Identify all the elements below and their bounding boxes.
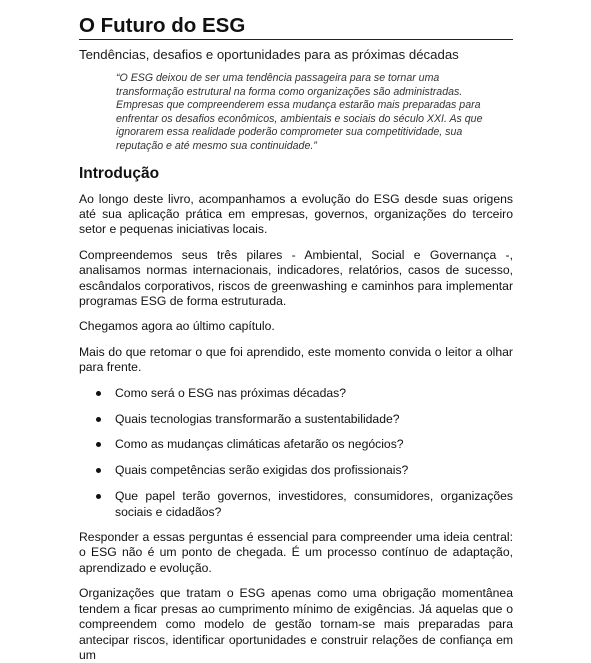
- chapter-subtitle: Tendências, desafios e oportunidades para as próximas décadas: [79, 47, 459, 62]
- paragraph: Mais do que retomar o que foi aprendido, este momento convida o leitor a olhar para frente.: [79, 344, 513, 375]
- paragraph: Ao longo deste livro, acompanhamos a evolução do ESG desde suas origens até sua aplicação prática em empresas, governos, organizações do terceiro setor e pequenas iniciativas locais.: [79, 191, 513, 237]
- list-item: [96, 437, 513, 452]
- list-item-text: Como será o ESG nas próximas décadas?: [115, 385, 346, 400]
- list-item-text: Quais tecnologias transformarão a sustentabilidade?: [115, 411, 400, 426]
- bullet-icon: [96, 468, 101, 473]
- list-item: [96, 463, 513, 478]
- list-item: [96, 386, 513, 401]
- section-heading: Introdução: [79, 164, 160, 182]
- paragraph: Organizações que tratam o ESG apenas como uma obrigação momentânea tendem a ficar presas ao cumprimento mínimo de exigências. Já aquelas que o compreendem como modelo de gestão tornam-se mais preparadas para antecipar riscos, identificar oportunidades e construir relações de confiança em um: [79, 586, 513, 662]
- list-item-text: Que papel terão governos, investidores, consumidores, organizações sociais e cidadãos?: [115, 489, 513, 519]
- paragraph: Chegamos agora ao último capítulo.: [79, 319, 275, 334]
- list-item: [96, 489, 513, 520]
- list-item-text: Quais competências serão exigidas dos profissionais?: [115, 463, 409, 478]
- list-item-text: Como as mudanças climáticas afetarão os negócios?: [115, 437, 404, 452]
- bullet-icon: [96, 417, 101, 422]
- chapter-title: O Futuro do ESG: [79, 14, 513, 40]
- document-page: [79, 14, 513, 663]
- epigraph-quote: “O ESG deixou de ser uma tendência passageira para se tornar uma transformação estrutural na forma como organizações são administradas. Empresas que compreenderem essa mudança estarão mais preparadas para enfrentar os desafios econômicos, ambientais e sociais do século XXI. As que ignorarem essa realidade poderão comprometer sua competitividade, sua reputação e até mesmo sua continuidade.”: [116, 72, 483, 152]
- paragraph: Compreendemos seus três pilares - Ambiental, Social e Governança -, analisamos normas internacionais, indicadores, relatórios, casos de sucesso, escândalos corporativos, riscos de greenwashing e caminhos para implementar programas ESG de forma estruturada.: [79, 247, 513, 308]
- bullet-icon: [96, 391, 101, 396]
- list-item: [96, 412, 513, 427]
- paragraph: Responder a essas perguntas é essencial para compreender uma ideia central: o ESG não é um ponto de chegada. É um processo contínuo de adaptação, aprendizado e evolução.: [79, 530, 513, 575]
- bullet-icon: [96, 494, 101, 499]
- bullet-icon: [96, 442, 101, 447]
- question-list: [79, 386, 513, 520]
